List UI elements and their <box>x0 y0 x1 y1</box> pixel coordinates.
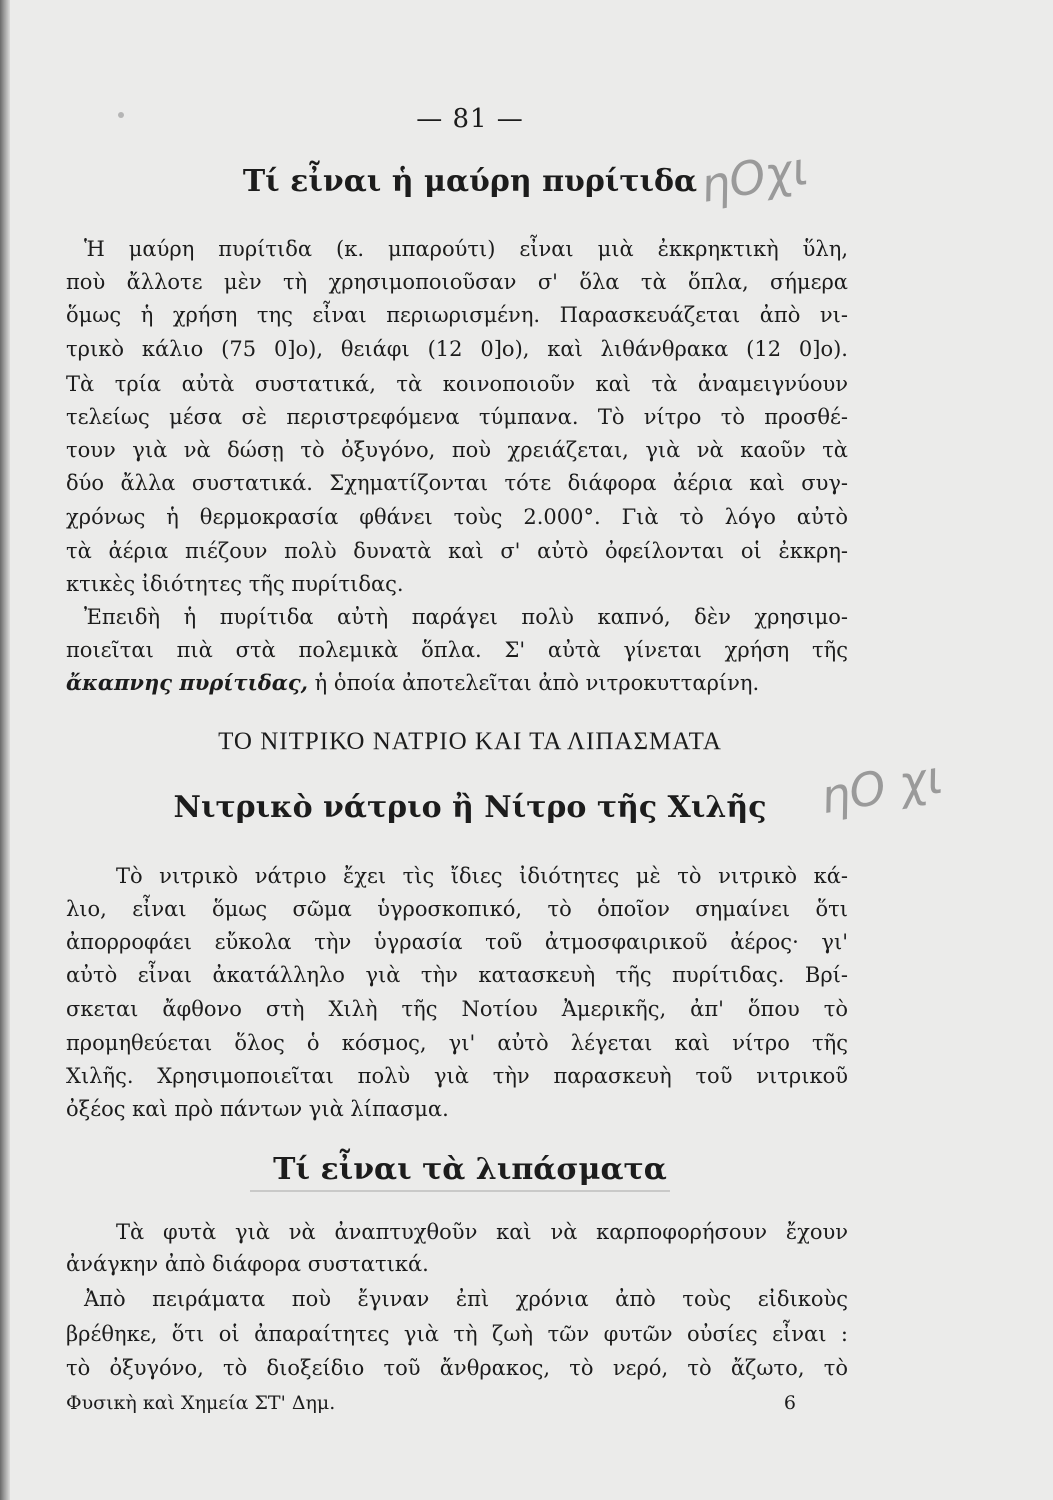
handwritten-margin-note: ηO χι <box>816 749 947 825</box>
heading-black-powder: Τί εἶναι ἡ μαύρη πυρίτιδα <box>242 164 698 199</box>
text-line: Χιλῆς. Χρησιμοποιεῖται πολὺ γιὰ τὴν παρασκευὴ τοῦ νιτρικοῦ <box>66 1064 848 1088</box>
text-line <box>66 669 848 697</box>
text-line: σκεται ἄφθονο στὴ Χιλὴ τῆς Νοτίου Ἀμερικῆς, ἀπ' ὅπου τὸ <box>66 997 848 1021</box>
text-line: τουν γιὰ νὰ δώσῃ τὸ ὀξυγόνο, ποὺ χρειάζεται, γιὰ νὰ καοῦν τὰ <box>66 438 848 462</box>
text-line: Τὰ φυτὰ γιὰ νὰ ἀναπτυχθοῦν καὶ νὰ καρποφορήσουν ἔχουν <box>116 1220 848 1244</box>
text-line: Ἡ μαύρη πυρίτιδα (κ. μπαρούτι) εἶναι μιὰ ἐκκρηκτικὴ ὕλη, <box>84 237 848 261</box>
text-line: ἀπορροφάει εὔκολα τὴν ὑγρασία τοῦ ἀτμοσφαιρικοῦ ἀέρος· γι' <box>66 930 848 954</box>
text-line: Ἀπὸ πειράματα ποὺ ἔγιναν ἐπὶ χρόνια ἀπὸ τοὺς εἰδικοὺς <box>84 1287 848 1311</box>
page-number: — 81 — <box>416 104 524 134</box>
text-line: ἀνάγκην ἀπὸ διάφορα συστατικά. <box>66 1252 429 1276</box>
text-line: Ἐπειδὴ ἡ πυρίτιδα αὐτὴ παράγει πολὺ καπνό, δὲν χρησιμο- <box>84 605 848 629</box>
text-line: βρέθηκε, ὅτι οἱ ἀπαραίτητες γιὰ τὴ ζωὴ τῶν φυτῶν οὐσίες εἶναι : <box>66 1322 848 1346</box>
text-line: ὀξέος καὶ πρὸ πάντων γιὰ λίπασμα. <box>66 1097 449 1121</box>
text-line: κτικὲς ἰδιότητες τῆς πυρίτιδας. <box>66 572 404 596</box>
footer-signature-number: 6 <box>783 1392 796 1414</box>
text-line: τελείως μέσα σὲ περιστρεφόμενα τύμπανα. Τὸ νίτρο τὸ προσθέ- <box>66 405 848 429</box>
text-line: αὐτὸ εἶναι ἀκατάλληλο γιὰ τὴν κατασκευὴ τῆς πυρίτιδας. Βρί- <box>66 963 848 987</box>
text-line: τὸ ὀξυγόνο, τὸ διοξείδιο τοῦ ἄνθρακος, τὸ νερό, τὸ ἄζωτο, τὸ <box>66 1356 848 1380</box>
heading-fertilizers: Τί εἶναι τὰ λιπάσματα <box>273 1152 667 1187</box>
text-line: Τὰ τρία αὐτὰ συστατικά, τὰ κοινοποιοῦν καὶ τὰ ἀναμειγνύουν <box>66 372 848 396</box>
text-line: τρικὸ κάλιο (75 0]ο), θειάφι (12 0]ο), καὶ λιθάνθρακα (12 0]ο). <box>66 337 848 361</box>
text-line: ὅμως ἡ χρήση της εἶναι περιωρισμένη. Παρασκευάζεται ἀπὸ νι- <box>66 303 848 327</box>
text-line: τὰ ἀέρια πιέζουν πολὺ δυνατὰ καὶ σ' αὐτὸ ὀφείλονται οἱ ἐκκρη- <box>66 539 848 563</box>
text-line: χρόνως ἡ θερμοκρασία φθάνει τοὺς 2.000°. Γιὰ τὸ λόγο αὐτὸ <box>66 505 848 529</box>
text-line: δύο ἄλλα συστατικά. Σχηματίζονται τότε διάφορα ἀέρια καὶ συγ- <box>66 471 848 495</box>
text-line: Τὸ νιτρικὸ νάτριο ἔχει τὶς ἴδιες ἰδιότητες μὲ τὸ νιτρικὸ κά- <box>116 864 848 888</box>
text-line: λιο, εἶναι ὅμως σῶμα ὑγροσκοπικό, τὸ ὁποῖον σημαίνει ὅτι <box>66 897 848 921</box>
heading-sodium-nitrate: Νιτρικὸ νάτριο ἢ Νίτρο τῆς Χιλῆς <box>173 790 767 825</box>
bold-term: ἄκαπνης πυρίτιδας, <box>66 670 308 695</box>
text-line: προμηθεύεται ὅλος ὁ κόσμος, γι' αὐτὸ λέγεται καὶ νίτρο τῆς <box>66 1031 848 1055</box>
heading-underline <box>250 1190 670 1192</box>
text-line: ποιεῖται πιὰ στὰ πολεμικὰ ὅπλα. Σ' αὐτὰ γίνεται χρήση τῆς <box>66 638 848 662</box>
footer-book-title: Φυσικὴ καὶ Χημεία ΣΤ' Δημ. <box>66 1392 336 1414</box>
heading-section-caps: ΤΟ ΝΙΤΡΙΚΟ ΝΑΤΡΙΟ ΚΑΙ ΤΑ ΛΙΠΑΣΜΑΤΑ <box>218 728 722 755</box>
handwritten-margin-note: ηOχι <box>696 141 813 213</box>
text-span: ἡ ὁποία ἀποτελεῖται ἀπὸ νιτροκυτταρίνη. <box>308 671 760 695</box>
text-line: ποὺ ἄλλοτε μὲν τὴ χρησιμοποιοῦσαν σ' ὅλα τὰ ὅπλα, σήμερα <box>66 270 848 294</box>
